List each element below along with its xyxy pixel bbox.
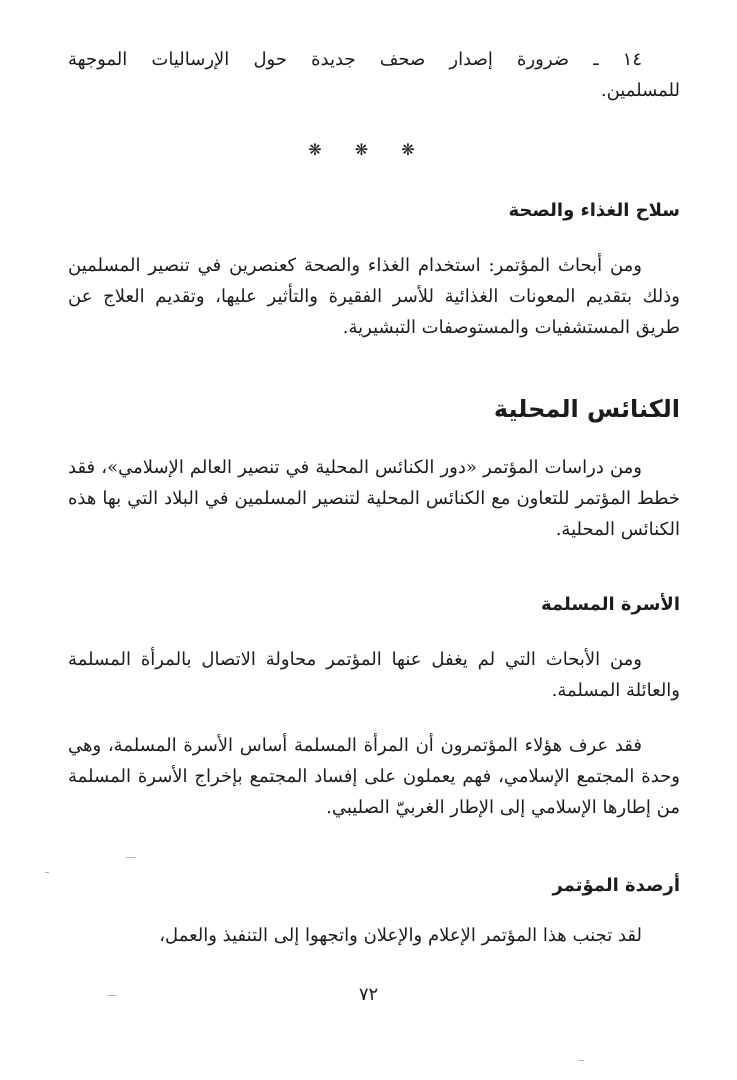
list-item-14 (68, 44, 680, 106)
section-heading-conference-balances: أرصدة المؤتمر (552, 875, 680, 896)
section-heading-local-churches: الكنائس المحلية (493, 395, 680, 423)
scan-speck (578, 1060, 584, 1061)
section-heading-food-health: سلاح الغذاء والصحة (508, 200, 680, 221)
section-separator: ❋ ❋ ❋ (308, 140, 429, 159)
section-heading-muslim-family: الأسرة المسلمة (540, 594, 680, 615)
paragraph-conference-balances: لقد تجنب هذا المؤتمر الإعلام والإعلان واتجهوا إلى التنفيذ والعمل، (159, 925, 642, 946)
paragraph-muslim-family-2: فقد عرف هؤلاء المؤتمرون أن المرأة المسلمة أساس الأسرة المسلمة، وهي وحدة المجتمع الإسلامي، فهم يعملون على إفساد المجتمع بإخراج الأسرة المسلمة من إطارها الإسلامي إلى الإطار الغربيّ الصليبي. (68, 735, 680, 818)
paragraph-local-churches: ومن دراسات المؤتمر «دور الكنائس المحلية في تنصير العالم الإسلامي»، فقد خطط المؤتمر للتعاون مع الكنائس المحلية لتنصير المسلمين في البلاد التي بها هذه الكنائس المحلية. (68, 457, 680, 540)
scan-speck (45, 872, 49, 873)
paragraph-food-health: ومن أبحاث المؤتمر: استخدام الغذاء والصحة كعنصرين في تنصير المسلمين وذلك بتقديم المعونات الغذائية للأسر الفقيرة والتأثير عليها، وتقديم العلاج عن طريق المستشفيات والمستوصفات التبشيرية. (68, 255, 680, 338)
scan-speck (108, 995, 116, 996)
paragraph-muslim-family-1: ومن الأبحاث التي لم يغفل عنها المؤتمر محاولة الاتصال بالمرأة المسلمة والعائلة المسلمة. (68, 649, 680, 701)
scan-speck (126, 857, 136, 858)
list-item-14-line-2: للمسلمين. (600, 80, 680, 101)
page-number: ٧٢ (358, 984, 379, 1005)
list-item-14-line-1: ١٤ ـ ضرورة إصدار صحف جديدة حول الإرساليات الموجهة (68, 49, 642, 70)
